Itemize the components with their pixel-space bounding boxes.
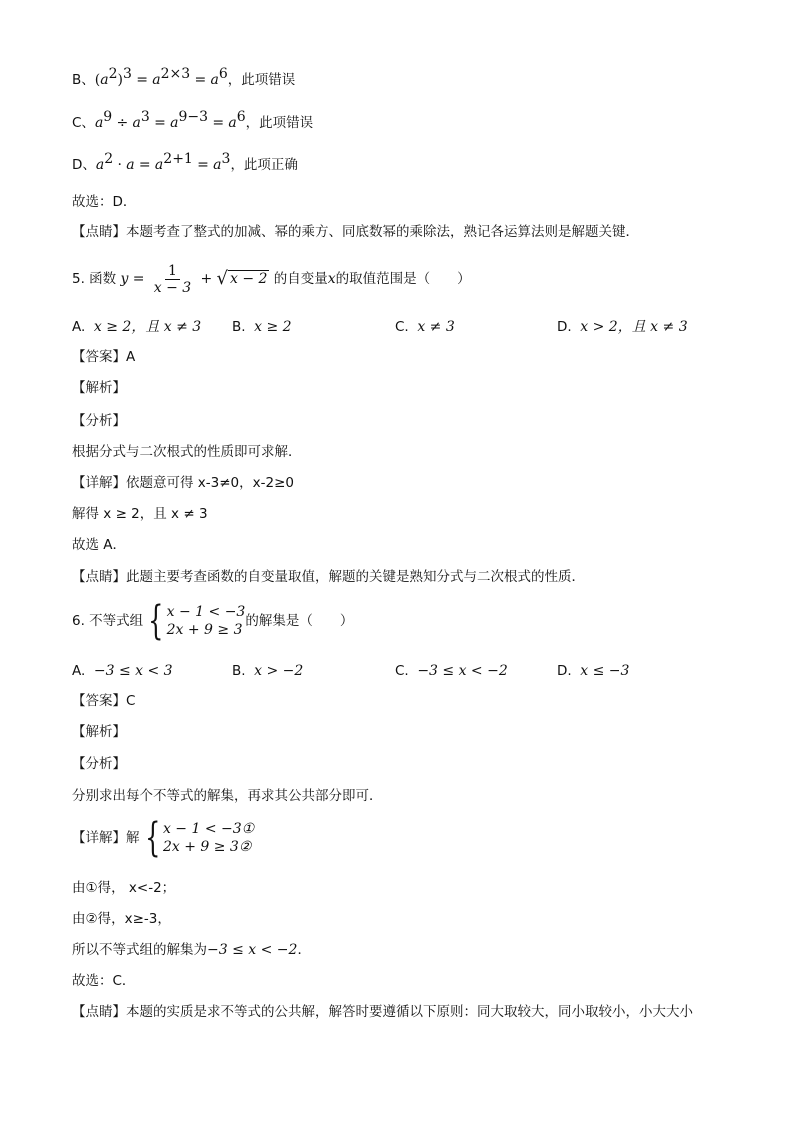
- math-exp: 3: [221, 151, 231, 167]
- math-base: a: [213, 157, 222, 173]
- q6-options: [72, 661, 732, 681]
- option-text: x ≤ −3: [580, 663, 630, 679]
- radicand: x − 2: [229, 271, 268, 287]
- option-label: A.: [72, 319, 86, 335]
- math-op: =: [212, 115, 225, 131]
- q6-option-d: [557, 661, 629, 681]
- inequality-system: { x − 1 < −3① 2x + 9 ≥ 3②: [144, 815, 255, 861]
- math-base: a: [94, 115, 104, 131]
- option-text: x > −2: [254, 663, 304, 679]
- q5-option-d: [557, 317, 688, 337]
- option-label: D.: [557, 663, 572, 679]
- math-op: =: [194, 72, 207, 88]
- math-op: =: [197, 157, 209, 173]
- math-op: ÷: [116, 115, 129, 131]
- math-expression: −3 ≤ x < −2: [207, 942, 298, 958]
- option-label: D.: [557, 319, 572, 335]
- math-base: a: [100, 72, 109, 88]
- math-base: a: [95, 157, 105, 173]
- math-base: a: [170, 115, 179, 131]
- inequality-system: { x − 1 < −3 2x + 9 ≥ 3: [148, 598, 246, 644]
- option-label: C、: [72, 115, 95, 131]
- q5-detail: 【详解】依题意可得 x-3≠0，x-2≥0: [72, 475, 294, 491]
- option-label: B、: [72, 72, 95, 88]
- q5-choice: 故选 A．: [72, 537, 127, 553]
- q5-solve: 解得 x ≥ 2，且 x ≠ 3: [72, 506, 208, 522]
- q5-answer: 【答案】A: [72, 349, 136, 365]
- math-op: =: [136, 72, 148, 88]
- detail-heading: 【详解】解: [72, 830, 140, 846]
- math-exp: 6: [218, 66, 228, 82]
- q6-option-b: [232, 661, 303, 681]
- q5-fenxi-heading: 【分析】: [72, 413, 126, 429]
- q6-choice: 故选：C．: [72, 973, 136, 989]
- q5-option-a: [72, 317, 201, 337]
- option-label: B.: [232, 319, 246, 335]
- fraction: [151, 263, 194, 296]
- math-op: +: [200, 271, 213, 287]
- math-base: a: [210, 72, 219, 88]
- q6-option-c: [395, 661, 508, 681]
- step-text: 所以不等式组的解集为: [72, 942, 207, 958]
- q6-step3: [72, 940, 311, 960]
- square-root: √ x − 2: [216, 268, 268, 289]
- option-label: A.: [72, 663, 86, 679]
- option-comment: ，此项正确: [230, 157, 298, 173]
- q5-options: [72, 317, 732, 337]
- math-exp: 9: [103, 109, 113, 125]
- q6-detail: [72, 816, 254, 860]
- math-exp: 2: [104, 151, 114, 167]
- fraction-denominator: x − 3: [153, 279, 192, 296]
- math-exp: 2×3: [160, 66, 191, 82]
- option-comment: ，此项错误: [227, 72, 296, 88]
- q5-analysis-heading: 【解析】: [72, 380, 126, 396]
- math-exp: 9−3: [178, 109, 209, 125]
- system-row: 2x + 9 ≥ 3: [166, 622, 243, 638]
- math-base: a: [228, 115, 237, 131]
- q5-fenxi-text: 根据分式与二次根式的性质即可求解．: [72, 444, 302, 460]
- system-row: 2x + 9 ≥ 3②: [162, 839, 252, 855]
- q5-comment: 【点睛】此题主要考查函数的自变量取值，解题的关键是熟知分式与二次根式的性质．: [72, 569, 585, 585]
- option-text: −3 ≤ x < 3: [93, 663, 173, 679]
- option-comment: ，此项错误: [245, 115, 314, 131]
- option-label: B.: [232, 663, 246, 679]
- option-text: x ≠ 3: [417, 319, 455, 335]
- math-exp: 2+1: [163, 151, 193, 167]
- option-text: x > 2，且 x ≠ 3: [580, 319, 688, 335]
- stem-text: 的取值范围是（ ）: [335, 271, 471, 287]
- option-text: −3 ≤ x < −2: [417, 663, 508, 679]
- stem-text: 的解集是（ ）: [245, 613, 354, 629]
- q6-stem: [72, 598, 353, 644]
- math-op: =: [132, 271, 145, 287]
- math-op: =: [154, 115, 166, 131]
- q6-analysis-heading: 【解析】: [72, 724, 126, 740]
- math-exp: 6: [236, 109, 246, 125]
- math-base: a: [154, 157, 164, 173]
- system-row: x − 1 < −3: [166, 604, 246, 620]
- q6-fenxi-heading: 【分析】: [72, 756, 126, 772]
- q6-option-a: [72, 661, 173, 681]
- option-label: D、: [72, 157, 96, 173]
- option-text: x ≥ 2，且 x ≠ 3: [93, 319, 202, 335]
- step-text: ．: [297, 942, 311, 958]
- q5-stem: [72, 258, 471, 300]
- math-base: a: [132, 115, 141, 131]
- q4-option-d: [72, 151, 298, 175]
- question-number: 6. 不等式组: [72, 613, 144, 629]
- fraction-numerator: 1: [165, 263, 180, 280]
- q4-option-b: B、$(a^2)^3 = a^{2\times 3} = a^6$，此项错误: [72, 66, 296, 88]
- q6-comment: 【点睛】本题的实质是求不等式的公共解，解答时要遵循以下原则：同大取较大，同小取较小，小大大小: [72, 1004, 693, 1020]
- option-label: C.: [395, 663, 409, 679]
- math-base: a: [152, 72, 161, 88]
- stem-text: 的自变量: [273, 271, 328, 287]
- q6-answer: 【答案】C: [72, 693, 136, 709]
- math-op: =: [138, 157, 151, 173]
- q4-option-c: [72, 109, 314, 133]
- option-text: x ≥ 2: [254, 319, 292, 335]
- math-exp: 3: [122, 66, 132, 82]
- q5-option-c: [395, 317, 455, 337]
- q6-fenxi-text: 分别求出每个不等式的解集，再求其公共部分即可．: [72, 788, 383, 804]
- math-base: a: [126, 157, 135, 173]
- math-var: x: [327, 271, 336, 287]
- q6-step2: 由②得，x≥-3，: [72, 911, 171, 927]
- question-number: 5. 函数: [72, 271, 117, 287]
- q4-comment: 【点睛】本题考查了整式的加减、幂的乘方、同底数幂的乘除法，熟记各运算法则是解题关键．: [72, 224, 639, 240]
- math-exp: 3: [140, 109, 150, 125]
- option-label: C.: [395, 319, 409, 335]
- q5-option-b: [232, 317, 292, 337]
- math-var: y: [120, 271, 129, 287]
- math-exp: 2: [108, 66, 118, 82]
- q4-choice: 故选：D．: [72, 194, 137, 210]
- q6-step1: 由①得， x<-2；: [72, 880, 176, 896]
- math-op: ·: [117, 157, 122, 173]
- system-row: x − 1 < −3①: [162, 821, 255, 837]
